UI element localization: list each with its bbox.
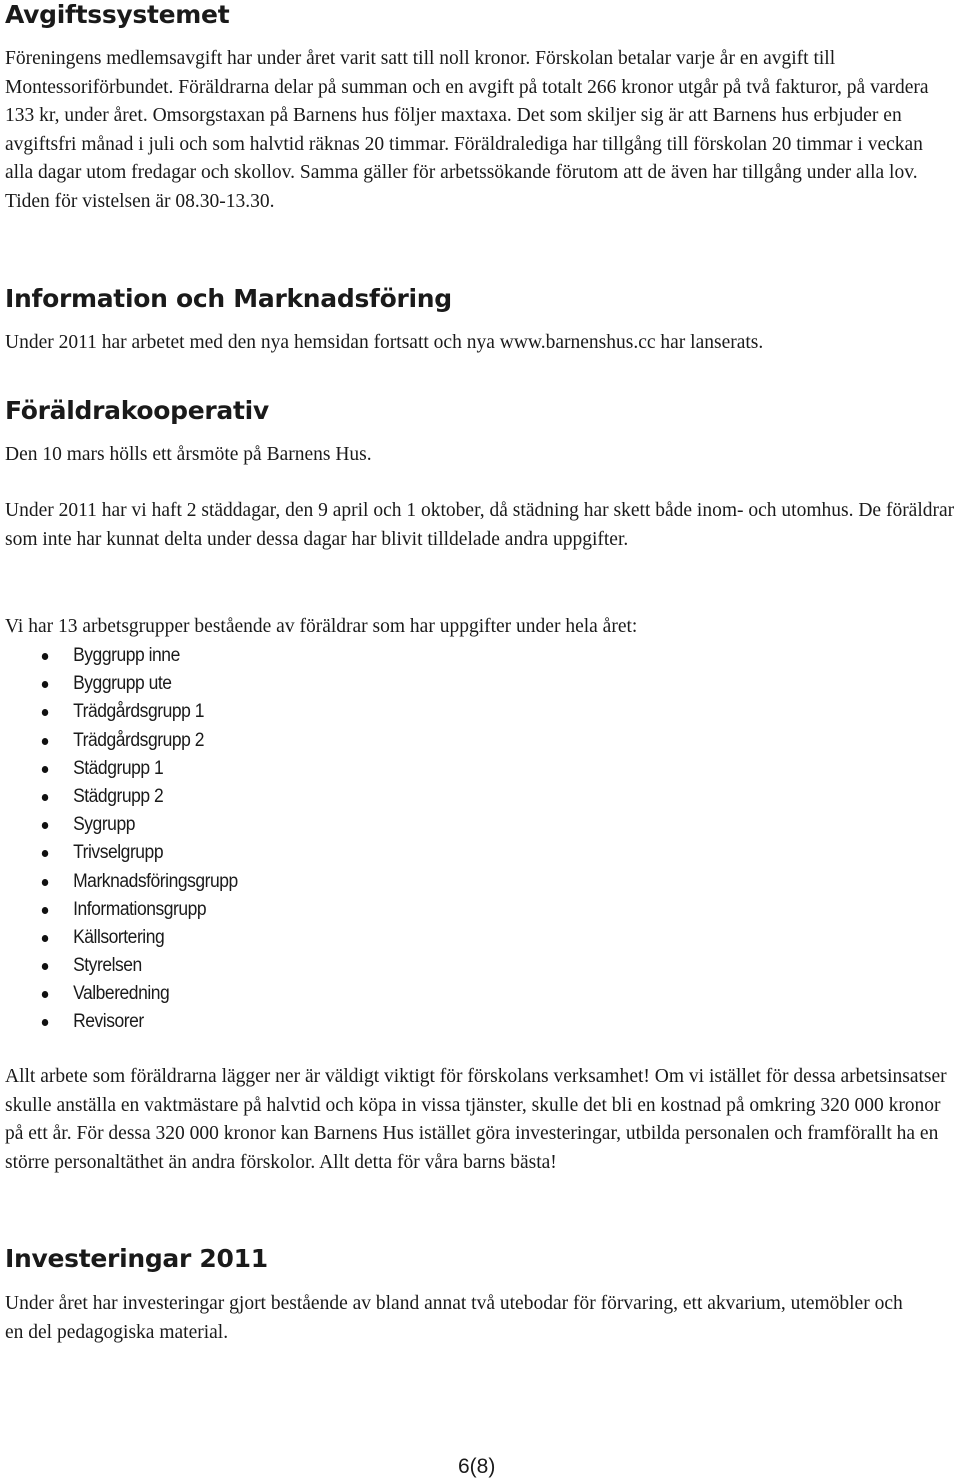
paragraph-arbetsgrupper-intro: Vi har 13 arbetsgrupper bestående av föräldrar som har uppgifter under hela året: bbox=[5, 616, 638, 637]
bullet-icon bbox=[42, 879, 48, 886]
list-item bbox=[5, 698, 238, 726]
bullet-icon bbox=[42, 1019, 48, 1026]
bullet-icon bbox=[42, 935, 48, 942]
section-heading-avgiftssystemet: Avgiftssystemet bbox=[5, 0, 230, 29]
arbetsgrupper-list bbox=[5, 642, 258, 1037]
list-item-label: Valberedning bbox=[73, 983, 170, 1005]
list-item-label: Trädgårdsgrupp 1 bbox=[73, 701, 205, 723]
list-item-label: Byggrupp ute bbox=[73, 673, 172, 695]
list-item bbox=[5, 642, 238, 670]
paragraph-investeringar: Under året har investeringar gjort bestående av bland annat två utebodar för förvaring, ett akvarium, utemöbler och en del pedagogiska material. bbox=[5, 1293, 903, 1343]
list-item-label: Städgrupp 1 bbox=[73, 757, 164, 779]
bullet-icon bbox=[42, 709, 48, 716]
section-heading-investeringar: Investeringar 2011 bbox=[5, 1244, 268, 1273]
bullet-icon bbox=[42, 738, 48, 745]
bullet-icon bbox=[42, 850, 48, 857]
paragraph-staddagar: Under 2011 har vi haft 2 städdagar, den 9 april och 1 oktober, då städning har skett både inom- och utomhus. De föräldrar som inte har kunnat delta under dessa dagar har blivit tilldelade andra uppgifter. bbox=[5, 500, 955, 550]
list-item bbox=[5, 811, 238, 839]
list-item bbox=[5, 755, 238, 783]
bullet-icon bbox=[42, 653, 48, 660]
paragraph-avgiftssystemet: Föreningens medlemsavgift har under året varit satt till noll kronor. Förskolan betalar varje år en avgift till Montessoriförbundet. Föräldrarna delar på summan och en avgift på totalt 266 kronor utgår på två fakturor, på vardera 133 kr, under året. Omsorgstaxan på Barnens hus följer maxtaxa. Det som skiljer sig är att Barnens hus erbjuder en avgiftsfri månad i juli och som halvtid räknas 20 timmar. Föräldralediga har tillgång till förskolan 20 timmar i veckan alla dagar utom fredagar och skollov. Samma gäller för arbetssökande förutom att de även har tillgång under alla lov. Tiden för vistelsen är 08.30-13.30. bbox=[5, 48, 929, 212]
list-item-label: Informationsgrupp bbox=[73, 898, 207, 920]
bullet-icon bbox=[42, 681, 48, 688]
section-heading-information: Information och Marknadsföring bbox=[5, 284, 452, 313]
list-item bbox=[5, 980, 238, 1008]
list-item bbox=[5, 839, 238, 867]
bullet-icon bbox=[42, 963, 48, 970]
list-item bbox=[5, 952, 238, 980]
list-item bbox=[5, 868, 238, 896]
list-item bbox=[5, 670, 238, 698]
paragraph-allt-arbete: Allt arbete som föräldrarna lägger ner är väldigt viktigt för förskolans verksamhet! Om vi istället för dessa arbetsinsatser skulle anställa en vaktmästare på halvtid och köpa in vissa tjänster, skulle det bli en kostnad på omkring 320 000 kronor på ett år. För dessa 320 000 kronor kan Barnens Hus istället göra investeringar, utbilda personalen och framförallt ha en större personaltäthet än andra förskolor. Allt detta för våra barns bästa! bbox=[5, 1066, 947, 1173]
list-item-label: Trivselgrupp bbox=[73, 842, 164, 864]
list-item-label: Marknadsföringsgrupp bbox=[73, 870, 238, 892]
list-item-label: Styrelsen bbox=[73, 955, 142, 977]
list-item-label: Städgrupp 2 bbox=[73, 785, 164, 807]
list-item-label: Revisorer bbox=[73, 1011, 144, 1033]
list-item-label: Källsortering bbox=[73, 926, 165, 948]
paragraph-information: Under 2011 har arbetet med den nya hemsidan fortsatt och nya www.barnenshus.cc har lanserats. bbox=[5, 332, 764, 353]
page-number: 6(8) bbox=[458, 1455, 496, 1478]
bullet-icon bbox=[42, 822, 48, 829]
bullet-icon bbox=[42, 991, 48, 998]
bullet-icon bbox=[42, 907, 48, 914]
paragraph-arsmote: Den 10 mars hölls ett årsmöte på Barnens Hus. bbox=[5, 444, 372, 465]
list-item-label: Sygrupp bbox=[73, 814, 135, 836]
section-heading-foraldrakooperativ: Föräldrakooperativ bbox=[5, 396, 269, 425]
list-item bbox=[5, 727, 238, 755]
list-item bbox=[5, 896, 238, 924]
list-item-label: Byggrupp inne bbox=[73, 645, 180, 666]
bullet-icon bbox=[42, 794, 48, 801]
list-item bbox=[5, 924, 238, 952]
list-item-label: Trädgårdsgrupp 2 bbox=[73, 729, 205, 751]
list-item bbox=[5, 1008, 238, 1036]
bullet-icon bbox=[42, 766, 48, 773]
list-item bbox=[5, 783, 238, 811]
